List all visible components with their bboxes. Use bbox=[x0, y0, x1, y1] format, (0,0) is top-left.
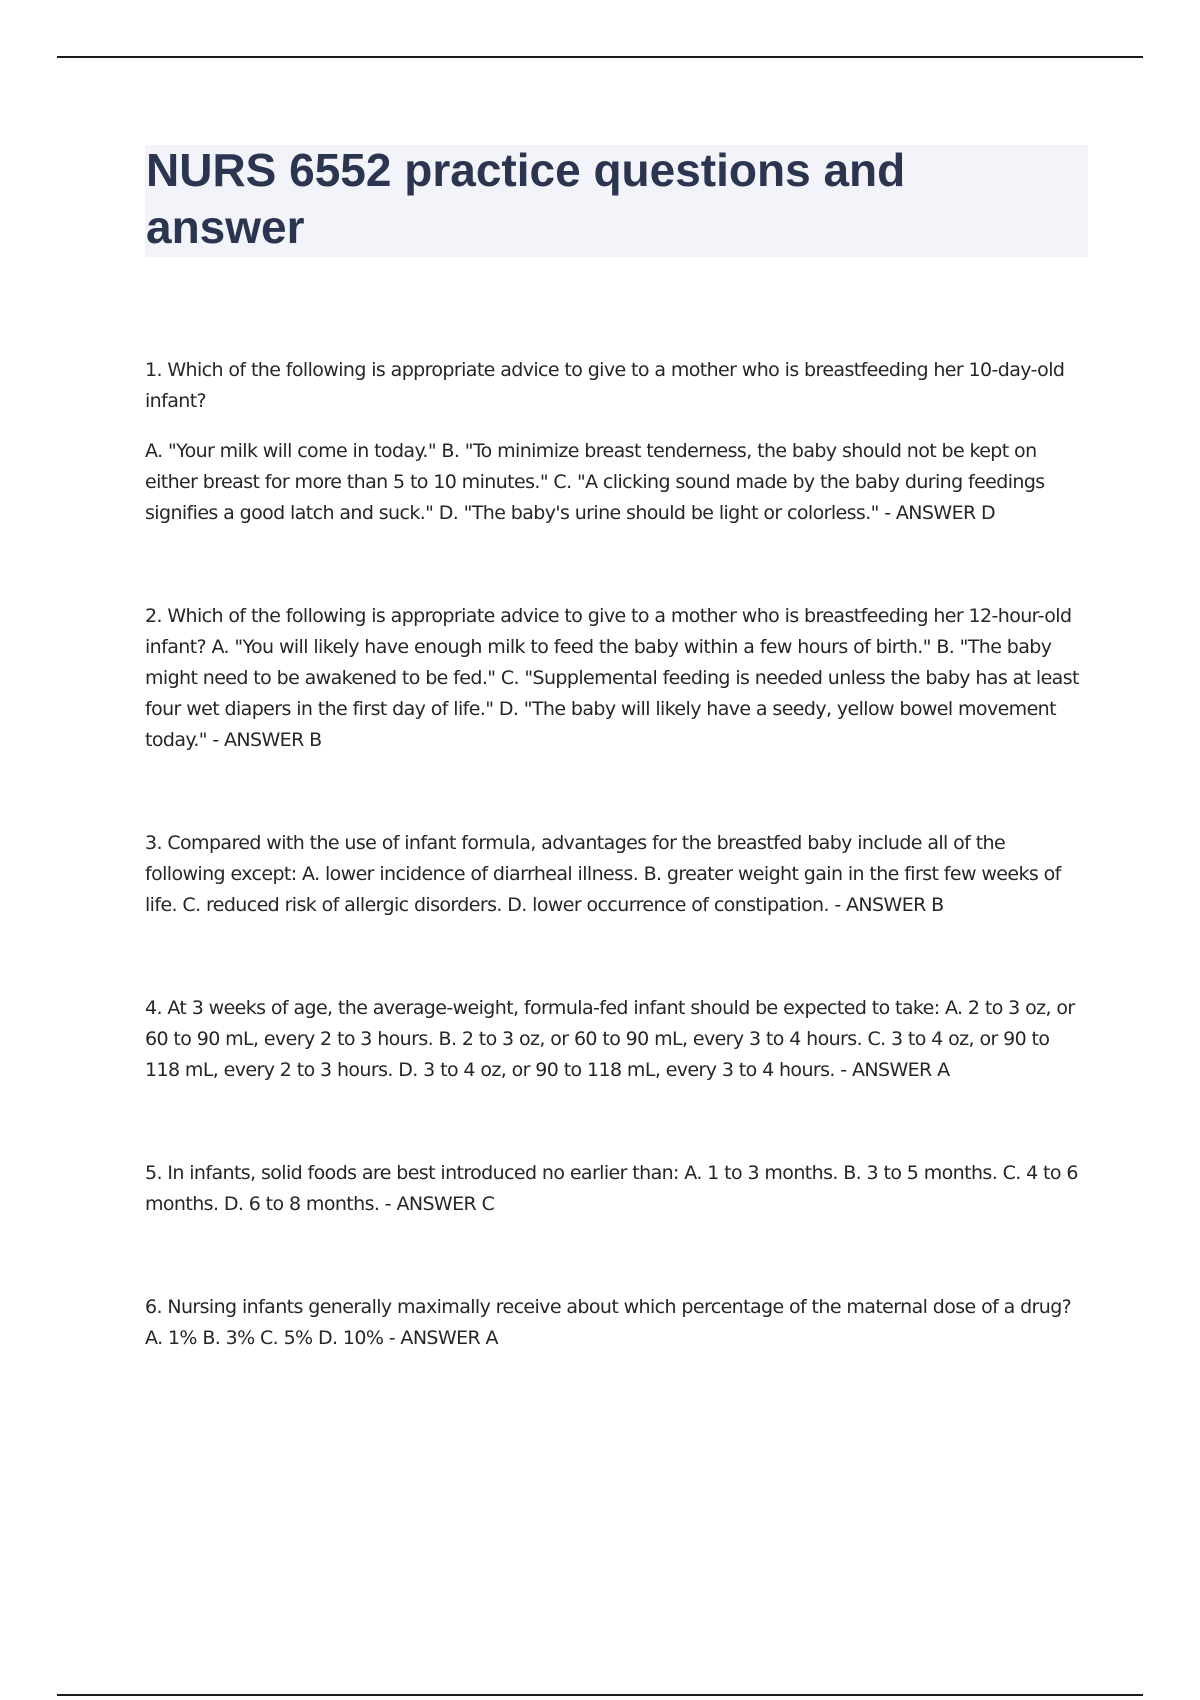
page-title: NURS 6552 practice questions and answer bbox=[146, 144, 906, 253]
top-rule bbox=[57, 56, 1143, 58]
question-3: 3. Compared with the use of infant formula, advantages for the breastfed baby include all of the following except: A. lower incidence of diarrheal illness. B. greater weight gain in the first few weeks of life. C. reduced risk of allergic disorders. D. lower occurrence of constipation. - ANSWER B bbox=[145, 832, 1061, 916]
bottom-rule bbox=[57, 1694, 1143, 1696]
question-4: 4. At 3 weeks of age, the average-weight, formula-fed infant should be expected to take: A. 2 to 3 oz, or 60 to 90 mL, every 2 to 3 hours. B. 2 to 3 oz, or 60 to 90 mL, every 3 to 4 hours. C. 3 to 4 oz, or 90 to 118 mL, every 2 to 3 hours. D. 3 to 4 oz, or 90 to 118 mL, every 3 to 4 hours. - ANSWER A bbox=[145, 997, 1075, 1081]
question-6: 6. Nursing infants generally maximally receive about which percentage of the maternal dose of a drug? A. 1% B. 3% C. 5% D. 10% - ANSWER A bbox=[145, 1296, 1072, 1349]
question-list bbox=[145, 355, 1085, 1354]
question-5: 5. In infants, solid foods are best introduced no earlier than: A. 1 to 3 months. B. 3 to 5 months. C. 4 to 6 months. D. 6 to 8 months. - ANSWER C bbox=[145, 1162, 1078, 1215]
question-2: 2. Which of the following is appropriate advice to give to a mother who is breastfeeding her 12-hour-old infant? A. "You will likely have enough milk to feed the baby within a few hours of birth." B. "The baby might need to be awakened to be fed." C. "Supplemental feeding is needed unless the baby has at least four wet diapers in the first day of life." D. "The baby will likely have a seedy, yellow bowel movement today." - ANSWER B bbox=[145, 605, 1079, 751]
question-1-options: A. "Your milk will come in today." B. "To minimize breast tenderness, the baby should not be kept on either breast for more than 5 to 10 minutes." C. "A clicking sound made by the baby during feedings signifies a good latch and suck." D. "The baby's urine should be light or colorless." - ANSWER D bbox=[145, 440, 1045, 524]
question-1-stem: 1. Which of the following is appropriate advice to give to a mother who is breastfeeding her 10-day-old infant? bbox=[145, 359, 1065, 412]
